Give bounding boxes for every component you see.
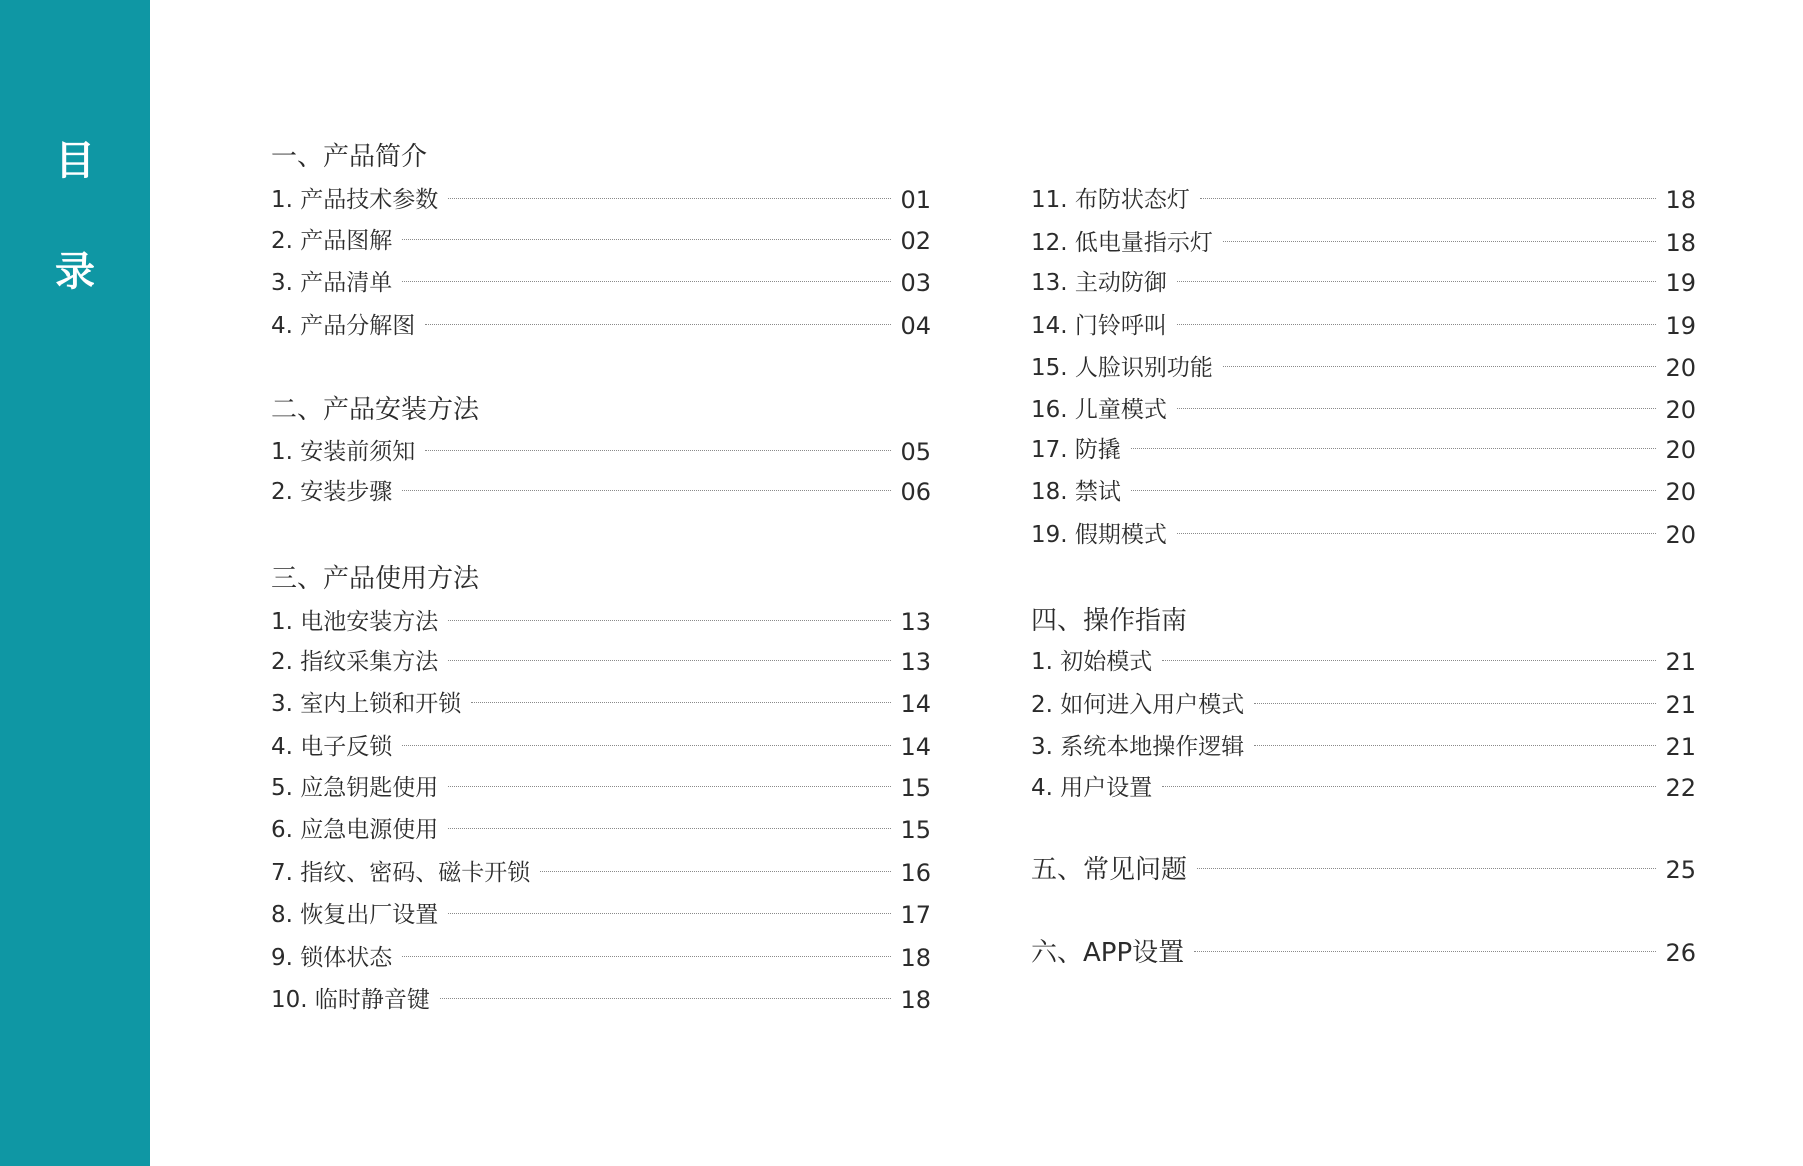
dotted-leader	[1197, 868, 1656, 869]
toc-entry-label: 14. 门铃呼叫	[1031, 313, 1167, 339]
toc-entry-label: 7. 指纹、密码、磁卡开锁	[271, 860, 531, 886]
toc-entry[interactable]	[1031, 185, 1696, 215]
toc-entry[interactable]	[271, 858, 931, 888]
dotted-leader	[1177, 324, 1656, 325]
dotted-leader	[440, 998, 891, 999]
dotted-leader	[1131, 490, 1656, 491]
dotted-leader	[1223, 366, 1656, 367]
toc-entry-page: 18	[900, 986, 931, 1014]
toc-entry[interactable]	[1031, 268, 1696, 298]
toc-entry[interactable]	[271, 437, 931, 467]
toc-section-faq[interactable]	[1031, 855, 1696, 885]
sidebar	[0, 0, 150, 1166]
toc-entry-label: 16. 儿童模式	[1031, 397, 1167, 423]
toc-entry-label: 1. 电池安装方法	[271, 609, 439, 635]
toc-entry-page: 02	[900, 227, 931, 255]
dotted-leader	[1162, 786, 1656, 787]
dotted-leader	[1200, 198, 1656, 199]
toc-entry-page: 03	[900, 269, 931, 297]
toc-entry[interactable]	[1031, 435, 1696, 465]
toc-entry[interactable]	[1031, 773, 1696, 803]
toc-entry-page: 14	[900, 733, 931, 761]
toc-entry[interactable]	[271, 185, 931, 215]
dotted-leader	[448, 828, 891, 829]
toc-entry[interactable]	[1031, 520, 1696, 550]
toc-entry-page: 18	[900, 944, 931, 972]
toc-entry[interactable]	[271, 943, 931, 973]
toc-entry[interactable]	[271, 311, 931, 341]
toc-entry-page: 18	[1665, 186, 1696, 214]
toc-entry-page: 04	[900, 312, 931, 340]
sidebar-title-char-2: 录	[55, 249, 95, 295]
toc-section-app-settings[interactable]	[1031, 938, 1696, 968]
toc-entry-label: 13. 主动防御	[1031, 270, 1167, 296]
section-title-installation: 二、产品安装方法	[271, 395, 480, 425]
dotted-leader	[448, 786, 891, 787]
toc-entry-label: 19. 假期模式	[1031, 522, 1167, 548]
toc-entry-page: 15	[900, 774, 931, 802]
toc-entry-label: 9. 锁体状态	[271, 945, 393, 971]
toc-entry-label: 2. 指纹采集方法	[271, 649, 439, 675]
toc-entry-label: 1. 产品技术参数	[271, 187, 439, 213]
toc-entry[interactable]	[1031, 311, 1696, 341]
toc-entry-label: 8. 恢复出厂设置	[271, 902, 439, 928]
section-title-product-intro: 一、产品简介	[271, 142, 428, 172]
toc-entry-label: 17. 防撬	[1031, 437, 1121, 463]
toc-entry-label: 10. 临时静音键	[271, 987, 430, 1013]
toc-entry-page: 17	[900, 901, 931, 929]
dotted-leader	[402, 239, 891, 240]
toc-entry[interactable]	[1031, 228, 1696, 258]
toc-entry-page: 20	[1665, 436, 1696, 464]
toc-entry-label: 3. 室内上锁和开锁	[271, 691, 462, 717]
dotted-leader	[425, 450, 891, 451]
dotted-leader	[1223, 241, 1656, 242]
toc-entry-page: 13	[900, 608, 931, 636]
dotted-leader	[402, 281, 891, 282]
dotted-leader	[1194, 951, 1656, 952]
toc-entry-label: 11. 布防状态灯	[1031, 187, 1190, 213]
toc-entry-page: 15	[900, 816, 931, 844]
toc-entry[interactable]	[1031, 690, 1696, 720]
toc-entry-label: 3. 系统本地操作逻辑	[1031, 734, 1245, 760]
dotted-leader	[448, 913, 891, 914]
dotted-leader	[448, 660, 891, 661]
toc-entry-label: 4. 产品分解图	[271, 313, 416, 339]
dotted-leader	[471, 702, 891, 703]
toc-entry[interactable]	[271, 268, 931, 298]
toc-entry-label: 1. 安装前须知	[271, 439, 416, 465]
toc-entry[interactable]	[1031, 353, 1696, 383]
section-title-usage: 三、产品使用方法	[271, 564, 480, 594]
toc-entry[interactable]	[271, 900, 931, 930]
toc-entry-page: 26	[1665, 939, 1696, 967]
toc-entry-label: 12. 低电量指示灯	[1031, 230, 1213, 256]
dotted-leader	[402, 490, 891, 491]
toc-entry[interactable]	[1031, 395, 1696, 425]
toc-entry[interactable]	[1031, 647, 1696, 677]
toc-right-column	[1031, 0, 1696, 1166]
toc-entry[interactable]	[271, 732, 931, 762]
toc-entry-page: 21	[1665, 733, 1696, 761]
dotted-leader	[1177, 533, 1656, 534]
toc-entry[interactable]	[271, 773, 931, 803]
toc-entry-page: 20	[1665, 396, 1696, 424]
toc-entry-label: 4. 电子反锁	[271, 734, 393, 760]
toc-entry-page: 19	[1665, 269, 1696, 297]
toc-entry[interactable]	[271, 607, 931, 637]
toc-entry-page: 20	[1665, 521, 1696, 549]
toc-entry-label: 18. 禁试	[1031, 479, 1121, 505]
toc-entry-page: 05	[900, 438, 931, 466]
toc-entry-label: 3. 产品清单	[271, 270, 393, 296]
toc-entry-label: 2. 安装步骤	[271, 479, 393, 505]
toc-entry[interactable]	[271, 647, 931, 677]
toc-entry-label: 6. 应急电源使用	[271, 817, 439, 843]
toc-entry-page: 20	[1665, 354, 1696, 382]
toc-entry-page: 16	[900, 859, 931, 887]
dotted-leader	[1131, 448, 1656, 449]
dotted-leader	[448, 620, 891, 621]
toc-entry-label: 15. 人脸识别功能	[1031, 355, 1213, 381]
toc-entry-page: 14	[900, 690, 931, 718]
dotted-leader	[1254, 703, 1656, 704]
toc-entry-page: 06	[900, 478, 931, 506]
toc-entry-label: 2. 如何进入用户模式	[1031, 692, 1245, 718]
toc-entry-page: 22	[1665, 774, 1696, 802]
dotted-leader	[402, 745, 891, 746]
toc-entry[interactable]	[271, 985, 931, 1015]
toc-entry-page: 19	[1665, 312, 1696, 340]
toc-entry-page: 18	[1665, 229, 1696, 257]
toc-entry-label: 4. 用户设置	[1031, 775, 1153, 801]
dotted-leader	[1177, 281, 1656, 282]
dotted-leader	[1162, 660, 1656, 661]
toc-entry-label: 5. 应急钥匙使用	[271, 775, 439, 801]
toc-entry-page: 13	[900, 648, 931, 676]
toc-entry-page: 01	[900, 186, 931, 214]
toc-entry[interactable]	[271, 477, 931, 507]
dotted-leader	[425, 324, 891, 325]
section-title-app-settings: 六、APP设置	[1031, 938, 1185, 968]
toc-entry[interactable]	[1031, 477, 1696, 507]
toc-entry-page: 25	[1665, 856, 1696, 884]
toc-entry-label: 1. 初始模式	[1031, 649, 1153, 675]
toc-entry[interactable]	[271, 689, 931, 719]
toc-left-column	[271, 0, 931, 1166]
toc-entry-page: 21	[1665, 691, 1696, 719]
dotted-leader	[1177, 408, 1656, 409]
toc-entry[interactable]	[1031, 732, 1696, 762]
toc-entry[interactable]	[271, 815, 931, 845]
toc-entry-label: 2. 产品图解	[271, 228, 393, 254]
dotted-leader	[1254, 745, 1656, 746]
dotted-leader	[448, 198, 891, 199]
toc-entry-page: 21	[1665, 648, 1696, 676]
section-title-operation-guide: 四、操作指南	[1031, 606, 1188, 636]
toc-entry[interactable]	[271, 226, 931, 256]
section-title-faq: 五、常见问题	[1031, 855, 1188, 885]
sidebar-title-char-1: 目	[55, 138, 95, 184]
dotted-leader	[402, 956, 891, 957]
dotted-leader	[540, 871, 891, 872]
toc-entry-page: 20	[1665, 478, 1696, 506]
